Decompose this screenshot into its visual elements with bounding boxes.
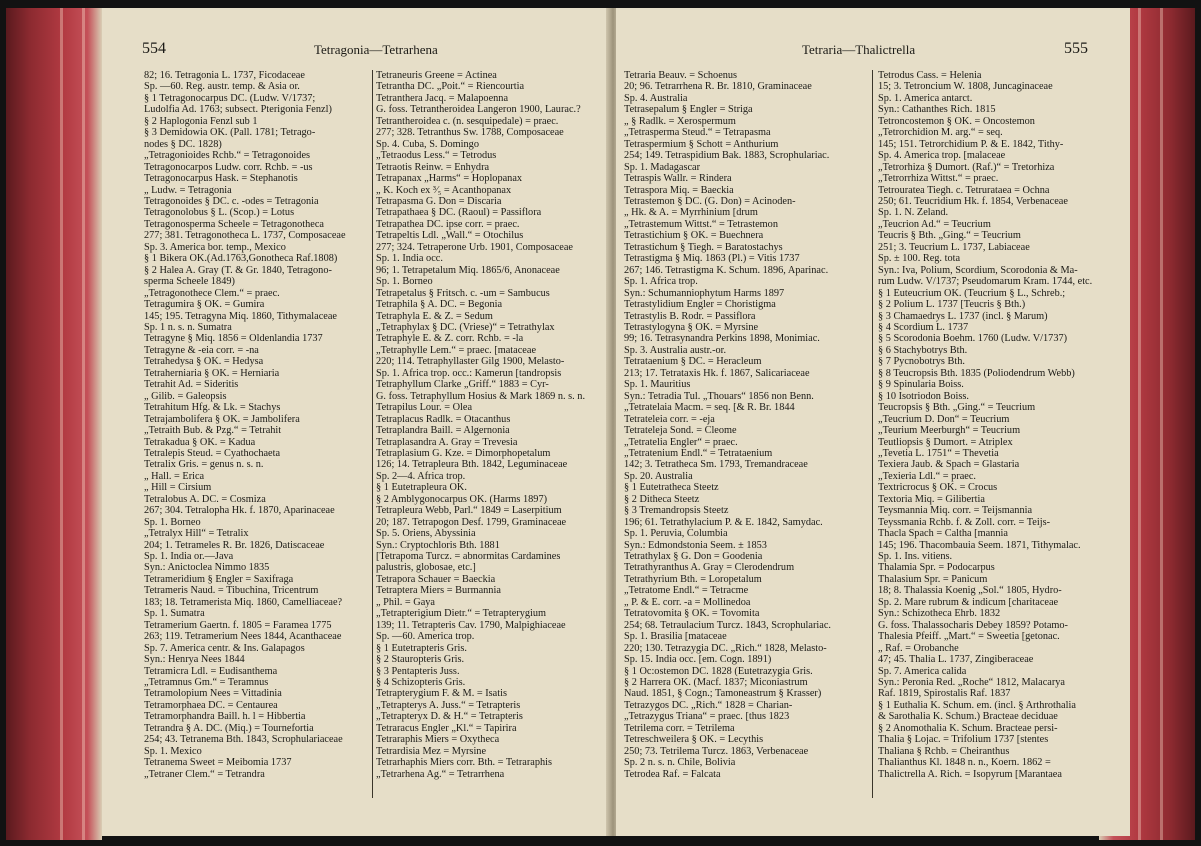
entry-line: Tetrastemon § DC. (G. Don) = Acinoden- xyxy=(624,195,796,207)
entry-line: Thalasium Spr. = Panicum xyxy=(878,573,988,585)
entry-line: § 6 Stachybotrys Bth. xyxy=(878,344,968,356)
entry-line: 82; 16. Tetragonia L. 1737, Ficodaceae xyxy=(144,70,305,81)
entry-line: Tetramerium Gaertn. f. 1805 = Faramea 1775 xyxy=(144,619,332,631)
entry-line: 145; 151. Tetrorchidium P. & E. 1842, Tithy- xyxy=(878,138,1064,150)
entry-line: Tetraphyle E. & Z. corr. Rchb. = -la xyxy=(376,333,524,345)
entry-line: Sp. 1. America antarct. xyxy=(878,92,973,104)
edge-stripe xyxy=(1160,8,1163,840)
entry-line: Tetrapilus Lour. = Olea xyxy=(376,402,473,414)
entry-line: „Tetratenium Endl.“ = Tetrataenium xyxy=(624,447,773,459)
entry-line: „Tetrazygus Triana“ = praec. [thus 1823 xyxy=(624,711,790,723)
entry-line: „ Phil. = Gaya xyxy=(376,596,435,608)
entry-line: Tetralobus A. DC. = Cosmiza xyxy=(144,493,266,505)
entry-line: Tetrastylis B. Rodr. = Passiflora xyxy=(624,310,756,322)
entry-line: 254; 149. Tetraspidium Bak. 1883, Scrophulariac. xyxy=(624,150,830,162)
entry-line: Tetraphila § A. DC. = Begonia xyxy=(376,299,503,311)
entry-line: G. foss. Tetraphyllum Hosius & Mark 1869 n. s. n. xyxy=(376,390,586,402)
entry-line: 145; 196. Thacombauia Seem. 1871, Tithymalac. xyxy=(878,539,1081,551)
right-column-1 xyxy=(624,70,868,800)
entry-line: „Tetrapterys A. Juss.“ = Tetrapteris xyxy=(376,699,521,711)
entry-line: Tetrardisia Mez = Myrsine xyxy=(376,745,487,757)
entry-line: Syn.: Edmondstonia Seem. ± 1853 xyxy=(624,539,767,551)
entry-line: „Tetragonioides Rchb.“ = Tetragonoides xyxy=(144,150,311,162)
entry-line: § 2 Polium L. 1737 [Teucris § Bth.) xyxy=(878,299,1026,311)
entry-line: Tetrameridium § Engler = Saxifraga xyxy=(144,573,294,585)
entry-line: 126; 14. Tetrapleura Bth. 1842, Leguminaceae xyxy=(376,459,568,471)
entry-line: 254; 43. Tetranema Bth. 1843, Scrophulariaceae xyxy=(144,734,343,746)
entry-line: „Tetraphylle Lem.“ = praec. [mataceae xyxy=(376,344,537,356)
entry-line: Tetragonoides § DC. c. -odes = Tetragonia xyxy=(144,195,319,207)
entry-line: § 10 Isotriodon Boiss. xyxy=(878,390,969,402)
entry-line: Tetrateleja Sond. = Cleome xyxy=(624,425,737,437)
edge-stripe xyxy=(60,8,63,840)
entry-line: Tetrapleura Webb, Parl.“ 1849 = Laserpitium xyxy=(376,505,562,517)
entry-line: Sp. 4. America trop. [malaceae xyxy=(878,150,1006,162)
entry-line: Tetragonocarpos Ludw. corr. Rchb. = -us xyxy=(144,161,313,173)
entry-line: „ P. & E. corr. -a = Mollinedoa xyxy=(624,596,751,608)
entry-line: 277; 324. Tetraperone Urb. 1901, Composaceae xyxy=(376,241,573,253)
entry-line: Tetralix Gris. = genus n. s. n. xyxy=(144,459,264,471)
entry-line: „Tetrorchidion M. arg.“ = seq. xyxy=(878,127,1003,139)
entry-line: § 3 Tremandropsis Steetz xyxy=(624,505,729,517)
entry-line: Sp. 1. Brasilia [mataceae xyxy=(624,631,727,643)
entry-line: 15; 3. Tetroncium W. 1808, Juncaginaceae xyxy=(878,81,1053,93)
entry-line: Thacla Spach = Caltha [mannia xyxy=(878,528,1008,540)
entry-line: Tetrahit Ad. = Sideritis xyxy=(144,379,239,391)
entry-line: Sp. 3. America bor. temp., Mexico xyxy=(144,241,286,253)
entry-line: 196; 61. Tetrathylacium P. & E. 1842, Samydac. xyxy=(624,516,823,528)
entry-line: § 7 Pycnobotrys Bth. xyxy=(878,356,965,368)
entry-line: Sp. —60. America trop. xyxy=(376,631,475,643)
entry-line: Tetraracus Engler „Kl.“ = Tapirira xyxy=(376,722,517,734)
entry-line: Sp. 2—4. Africa trop. xyxy=(376,470,466,482)
entry-line: Tetrahedysa § OK. = Hedysa xyxy=(144,356,264,368)
entry-line: Sp. 2 n. s. n. Chile, Bolivia xyxy=(624,757,736,769)
entry-line: palustris, globosae, etc.] xyxy=(376,562,476,574)
entry-line: „ Ludw. = Tetragonia xyxy=(144,184,232,196)
entry-line: „Tetraith Bub. & Pzg.“ = Tetrahit xyxy=(144,425,282,437)
entry-line: „Tetralyx Hill“ = Tetralix xyxy=(144,528,249,540)
entry-line: Tetrapathea DC. ipse corr. = praec. xyxy=(376,218,520,230)
entry-line: Thalesia Pfeiff. „Mart.“ = Sweetia [getonac. xyxy=(878,631,1060,643)
entry-line: § 1 Eutetrapleura OK. xyxy=(376,482,467,494)
entry-line: „Tetrarhena Ag.“ = Tetrarrhena xyxy=(376,768,505,780)
entry-line: § 2 Haplogonia Fenzl sub 1 xyxy=(144,115,258,127)
entry-line: G. foss. Tetrantheroidea Langeron 1900, Laurac.? xyxy=(376,104,581,116)
entry-line: Tetralepis Steud. = Cyathochaeta xyxy=(144,447,281,459)
entry-line: Sp. 1. Africa trop. occ.: Kamerun [tandropsis xyxy=(376,367,562,379)
entry-line: § 1 Bikera OK.(Ad.1763,Gonotheca Raf.1808) xyxy=(144,253,338,265)
entry-line: Tetramorphaea DC. = Centaurea xyxy=(144,699,278,711)
entry-line: „Texieria Ldl.“ = praec. xyxy=(878,470,976,482)
entry-line: Tetramicra Ldl. = Eudisanthema xyxy=(144,665,278,677)
entry-line: Syn.: Peronia Red. „Roche“ 1812, Malacarya xyxy=(878,677,1066,689)
entry-line: Tetraspis Wallr. = Rindera xyxy=(624,173,732,185)
entry-line: Tetrapathaea § DC. (Raoul) = Passiflora xyxy=(376,207,542,219)
entry-line: „Tetramnus Gm.“ = Teramnus xyxy=(144,677,269,689)
entry-line: Tetrodea Raf. = Falcata xyxy=(624,768,721,780)
entry-line: Syn.: Schumanniophytum Harms 1897 xyxy=(624,287,785,299)
entry-line: Sp. 3. Australia austr.-or. xyxy=(624,344,727,356)
entry-line: „Teucrium D. Don“ = Teucrium xyxy=(878,413,1010,425)
entry-line: Sp. 7. America calida xyxy=(878,665,967,677)
entry-line: „Tetratelia Engler“ = praec. xyxy=(624,436,738,448)
entry-line: & Sarothalia K. Schum.) Bracteae deciduae xyxy=(878,711,1058,723)
entry-line: Syn.: Cathanthes Rich. 1815 xyxy=(878,104,996,116)
column-rule xyxy=(372,70,373,798)
entry-line: 20; 187. Tetrapogon Desf. 1799, Graminaceae xyxy=(376,516,567,528)
entry-line: Tetratovomita § OK. = Tovomita xyxy=(624,608,760,620)
entry-line: 139; 11. Tetrapteris Cav. 1790, Malpighiaceae xyxy=(376,619,566,631)
entry-line: „Tetraodus Less.“ = Tetrodus xyxy=(376,150,497,162)
entry-line: Thalictrella A. Rich. = Isopyrum [Marantaea xyxy=(878,768,1062,780)
entry-line: Sp. 1. Africa trop. xyxy=(624,276,698,288)
entry-line: Tetranema Sweet = Meibomia 1737 xyxy=(144,757,292,769)
entry-line: „Tetratelaia Macm. = seq. [& R. Br. 1844 xyxy=(624,402,795,414)
entry-line: 277; 328. Tetranthus Sw. 1788, Composaceae xyxy=(376,127,564,139)
entry-line: Sp. 1. India or.—Java xyxy=(144,551,234,563)
entry-line: 20; 96. Tetrarrhena R. Br. 1810, Graminaceae xyxy=(624,81,812,93)
right-column-2 xyxy=(878,70,1110,800)
entry-line: Tetraotis Reinw. = Enhydra xyxy=(376,161,490,173)
entry-line: 220; 130. Tetrazygia DC. „Rich.“ 1828, Melasto- xyxy=(624,642,827,654)
entry-line: Textoria Miq. = Gilibertia xyxy=(878,493,985,505)
entry-line: Tetraplasandra A. Gray = Trevesia xyxy=(376,436,518,448)
entry-line: Thalamia Spr. = Podocarpus xyxy=(878,562,995,574)
entry-line: Tetraspermium § Schott = Anthurium xyxy=(624,138,779,150)
entry-line: Tetrarhaphis Miers corr. Bth. = Tetraraphis xyxy=(376,757,553,769)
entry-line: Tetrastylogyna § OK. = Myrsine xyxy=(624,321,759,333)
entry-line: Tetrastichium § OK. = Buechnera xyxy=(624,230,764,242)
entry-line: Tetrathyrium Bth. = Loropetalum xyxy=(624,573,762,585)
entry-line: Tetraphyllum Clarke „Griff.“ 1883 = Cyr- xyxy=(376,379,549,391)
entry-line: 204; 1. Tetrameles R. Br. 1826, Datiscaceae xyxy=(144,539,325,551)
left-page xyxy=(102,8,608,836)
entry-line: Syn.: Iva, Polium, Scordium, Scorodonia & Ma- xyxy=(878,264,1078,276)
entry-line: Tetrataenium § DC. = Heracleum xyxy=(624,356,762,368)
entry-line: Sp. 1 n. s. n. Sumatra xyxy=(144,321,232,333)
entry-line: Teutliopsis § Dumort. = Atriplex xyxy=(878,436,1013,448)
entry-line: „Tevetia L. 1751“ = Thevetia xyxy=(878,447,999,459)
entry-line: Sp. 2. Mare rubrum & indicum [charitaceae xyxy=(878,596,1059,608)
entry-line: „ K. Koch ex ³⁄₅ = Acanthopanax xyxy=(376,184,512,196)
entry-line: Tetrodus Cass. = Helenia xyxy=(878,70,982,81)
entry-line: Thaliana § Rchb. = Cheiranthus xyxy=(878,745,1010,757)
entry-line: Sp. 1. N. Zeland. xyxy=(878,207,949,219)
entry-line: 99; 16. Tetrasynandra Perkins 1898, Monimiac. xyxy=(624,333,820,345)
running-head: Tetraria—Thalictrella xyxy=(802,42,916,57)
entry-line: Tetrastylidium Engler = Choristigma xyxy=(624,299,776,311)
entry-line: Tetragyne § Miq. 1856 = Oldenlandia 1737 xyxy=(144,333,323,345)
entry-line: 142; 3. Tetratheca Sm. 1793, Tremandraceae xyxy=(624,459,808,471)
entry-line: „Tetrapterigium Dietr.“ = Tetrapterygium xyxy=(376,608,547,620)
entry-line: Sp. 1. Mauritius xyxy=(624,379,691,391)
entry-line: Syn.: Henrya Nees 1844 xyxy=(144,654,245,666)
entry-line: § 1 Eutetratheca Steetz xyxy=(624,482,719,494)
entry-line: Tetraphyla E. & Z. = Sedum xyxy=(376,310,493,322)
entry-line: § 9 Spinularia Boiss. xyxy=(878,379,964,391)
entry-line: Tetraria Beauv. = Schoenus xyxy=(624,70,738,81)
entry-line: „Tetrapteryx D. & H.“ = Tetrapteris xyxy=(376,711,523,723)
entry-line: Tetrapeltis Ldl. „Wall.“ = Otochilus xyxy=(376,230,524,242)
entry-line: Syn.: Anictoclea Nimmo 1835 xyxy=(144,562,270,574)
entry-line: Tetrameris Naud. = Tibuchina, Tricentrum xyxy=(144,585,319,597)
entry-line: Tetraherniaria § OK. = Herniaria xyxy=(144,367,280,379)
entry-line: Tetragyne & -eia corr. = -na xyxy=(144,344,259,356)
entry-line: Tetraspora Miq. = Baeckia xyxy=(624,184,734,196)
entry-line: Tetroncostemon § OK. = Oncostemon xyxy=(878,115,1035,127)
entry-line: Tetrasepalum § Engler = Striga xyxy=(624,104,753,116)
page-number: 554 xyxy=(142,40,166,57)
entry-line: 145; 195. Tetragyna Miq. 1860, Tithymalaceae xyxy=(144,310,337,322)
entry-line: Tetragonolobus § L. (Scop.) = Lotus xyxy=(144,207,295,219)
entry-line: Sp. 20. Australia xyxy=(624,470,693,482)
entry-line: Tetrouratea Tiegh. c. Tetrurataea = Ochna xyxy=(878,184,1050,196)
entry-line: § 1 Euteucrium OK. (Teucrium § L., Schreb.; xyxy=(878,287,1066,299)
entry-line: Tetrazygos DC. „Rich.“ 1828 = Charian- xyxy=(624,699,793,711)
entry-line: „Teucrion Ad.“ = Teucrium xyxy=(878,218,991,230)
entry-line: G. foss. Thalassocharis Debey 1859? Potamo- xyxy=(878,619,1068,631)
entry-line: Teysmannia Miq. corr. = Teijsmannia xyxy=(878,505,1033,517)
entry-line: Raf. 1819, Spirostalis Raf. 1837 xyxy=(878,688,1011,700)
entry-line: „Teurium Meerburgh“ = Teucrium xyxy=(878,425,1021,437)
entry-line: Tetrilema corr. = Tetrilema xyxy=(624,722,735,734)
entry-line: § 2 Stauropteris Gris. xyxy=(376,654,465,666)
entry-line: § 1 Euthalia K. Schum. em. (incl. § Arthrothalia xyxy=(878,699,1076,711)
entry-line: § 2 Anomothalia K. Schum. Bracteae persi- xyxy=(878,722,1058,734)
entry-line: 254; 68. Tetraulacium Turcz. 1843, Scrophulariac. xyxy=(624,619,831,631)
entry-line: Tetrantheroidea c. (n. sesquipedale) = praec. xyxy=(376,115,559,127)
entry-line: 18; 8. Thalassia Koenig „Sol.“ 1805, Hydro- xyxy=(878,585,1062,597)
entry-line: Syn.: Tetradia Tul. „Thouars“ 1856 non Benn. xyxy=(624,390,814,402)
entry-line: Tetrapetalus § Fritsch. c. -um = Sambucus xyxy=(376,287,550,299)
entry-line: Tetrandra § A. DC. (Miq.) = Tournefortia xyxy=(144,722,314,734)
entry-line: § 1 Eutetrapteris Gris. xyxy=(376,642,467,654)
entry-line: Tetraplacus Radlk. = Otacanthus xyxy=(376,413,511,425)
entry-line: § 1 Tetragonocarpus DC. (Ludw. V/1737; xyxy=(144,92,316,104)
entry-line: „Tetragonothece Clem.“ = praec. xyxy=(144,287,280,299)
entry-line: § 3 Demidowia OK. (Pall. 1781; Tetrago- xyxy=(144,127,316,139)
entry-line: 183; 18. Tetramerista Miq. 1860, Camelliaceae? xyxy=(144,596,343,608)
entry-line: Sp. 1. Borneo xyxy=(144,516,201,528)
entry-line: „Tetraphylax § DC. (Vriese)“ = Tetrathylax xyxy=(376,321,555,333)
entry-line: „Tetratome Endl.“ = Tetracme xyxy=(624,585,749,597)
entry-line: Naud. 1851, § Cogn.; Tamoneastrum § Krasser) xyxy=(624,688,822,700)
book-edge-left xyxy=(6,8,102,840)
entry-line: Tetrapasma G. Don = Discaria xyxy=(376,195,502,207)
entry-line: 250; 73. Tetrilema Turcz. 1863, Verbenaceae xyxy=(624,745,809,757)
entry-line: Textricrocus § OK. = Crocus xyxy=(878,482,998,494)
entry-line: „Tetrasperma Steud.“ = Tetrapasma xyxy=(624,127,771,139)
entry-line: 213; 17. Tetrataxis Hk. f. 1867, Salicariaceae xyxy=(624,367,810,379)
left-column-2 xyxy=(376,70,604,800)
entry-line: § 3 Chamaedrys L. 1737 (incl. § Marum) xyxy=(878,310,1048,322)
entry-line: Tetragonosperma Scheele = Tetragonotheca xyxy=(144,218,325,230)
entry-line: Syn.: Cryptochloris Bth. 1881 xyxy=(376,539,500,551)
entry-line: Tetrakadua § OK. = Kadua xyxy=(144,436,256,448)
entry-line: Tetramorphandra Baill. h. l = Hibbertia xyxy=(144,711,306,723)
entry-line: Texiera Jaub. & Spach = Glastaria xyxy=(878,459,1020,471)
entry-line: Tetrathyranthus A. Gray = Clerodendrum xyxy=(624,562,795,574)
entry-line: § 4 Scordium L. 1737 xyxy=(878,321,969,333)
entry-line: nodes § DC. 1828) xyxy=(144,138,222,150)
entry-line: Tetraraphis Miers = Oxytheca xyxy=(376,734,500,746)
entry-line: Tetrajambolifera § OK. = Jambolifera xyxy=(144,413,300,425)
entry-line: rum Ludw. V/1737; Pseudomarum Kram. 1744, etc. xyxy=(878,276,1093,288)
entry-line: „ Hill = Cirsium xyxy=(144,482,212,494)
entry-line: 251; 3. Teucrium L. 1737, Labiaceae xyxy=(878,241,1030,253)
entry-line: Tetrathylax § G. Don = Goodenia xyxy=(624,551,763,563)
entry-line: § 2 Ditheca Steetz xyxy=(624,493,700,505)
entry-line: sperma Scheele 1849) xyxy=(144,276,235,288)
running-head: Tetragonia—Tetrarhena xyxy=(314,42,438,57)
entry-line: 263; 119. Tetramerium Nees 1844, Acanthaceae xyxy=(144,631,342,643)
entry-line: Sp. 15. India occ. [em. Cogn. 1891) xyxy=(624,654,772,666)
entry-line: Tetraplasium G. Kze. = Dimorphopetalum xyxy=(376,447,551,459)
entry-line: § 3 Pentapteris Juss. xyxy=(376,665,460,677)
entry-line: Thalia § Lojac. = Trifolium 1737 [stentes xyxy=(878,734,1049,746)
entry-line: Tetreschweilera § OK. = Lecythis xyxy=(624,734,764,746)
entry-line: „Tetrorhiza § Dumort. (Raf.)“ = Tretorhiza xyxy=(878,161,1055,173)
entry-line: Sp. 1. Sumatra xyxy=(144,608,205,620)
entry-line: Sp. 4. Australia xyxy=(624,92,688,104)
entry-line: § 4 Schizopteris Gris. xyxy=(376,677,466,689)
entry-line: „ Hk. & A. = Myrrhinium [drum xyxy=(624,207,758,219)
left-column-1 xyxy=(144,70,370,800)
entry-line: § 2 Halea A. Gray (T. & Gr. 1840, Tetragono- xyxy=(144,264,332,276)
entry-line: Tetrapora Schauer = Baeckia xyxy=(376,573,496,585)
entry-line: § 2 Harrera OK. (Macf. 1837; Miconiastrum xyxy=(624,677,808,689)
entry-line: „Tetraner Clem.“ = Tetrandra xyxy=(144,768,265,780)
entry-line: § 8 Teucropsis Bth. 1835 (Poliodendrum Webb) xyxy=(878,367,1075,379)
entry-line: „ Raf. = Orobanche xyxy=(878,642,959,654)
entry-line: Tetramolopium Nees = Vittadinia xyxy=(144,688,282,700)
entry-line: 47; 45. Thalia L. 1737, Zingiberaceae xyxy=(878,654,1034,666)
entry-line: Teyssmania Rchb. f. & Zoll. corr. = Teijs- xyxy=(878,516,1051,528)
entry-line: 220; 114. Tetraphyllaster Gilg 1900, Melasto- xyxy=(376,356,565,368)
edge-stripe xyxy=(82,8,85,840)
entry-line: Sp. 1. Madagascar xyxy=(624,161,701,173)
entry-line: Tetrateleia corr. = -eja xyxy=(624,413,715,425)
entry-line: Teucris § Bth. „Ging.“ = Teucrium xyxy=(878,230,1021,242)
entry-line: „ § Radlk. = Xerospermum xyxy=(624,115,736,127)
entry-line: „ Gilib. = Galeopsis xyxy=(144,390,227,402)
entry-line: Tetraptera Miers = Burmannia xyxy=(376,585,501,597)
entry-line: Tetrahitum Hfg. & Lk. = Stachys xyxy=(144,402,281,414)
entry-line: 267; 146. Tetrastigma K. Schum. 1896, Aparinac. xyxy=(624,264,829,276)
entry-line: § 5 Scorodonia Boehm. 1760 (Ludw. V/1737) xyxy=(878,333,1068,345)
entry-line: „Tetrorrhiza Wittst.“ = praec. xyxy=(878,173,999,185)
entry-line: Teucropsis § Bth. „Ging.“ = Teucrium xyxy=(878,402,1036,414)
entry-line: 250; 61. Teucridium Hk. f. 1854, Verbenaceae xyxy=(878,195,1068,207)
entry-line: [Tetrapoma Turcz. = abnormitas Cardamines xyxy=(376,551,561,563)
entry-line: Tetrapanax „Harms“ = Hoplopanax xyxy=(376,173,523,185)
entry-line: 267; 304. Tetralopha Hk. f. 1870, Aparinaceae xyxy=(144,505,335,517)
entry-line: Sp. 1. Ins. vitiens. xyxy=(878,551,953,563)
entry-line: Syn.: Schizotheca Ehrb. 1832 xyxy=(878,608,1001,620)
entry-line: Sp. 7. America centr. & Ins. Galapagos xyxy=(144,642,305,654)
entry-line: Sp. 5. Oriens, Abyssinia xyxy=(376,528,476,540)
entry-line: Tetrastichum § Tiegh. = Baratostachys xyxy=(624,241,783,253)
entry-line: Tetrapterygium F. & M. = Isatis xyxy=(376,688,507,700)
edge-stripe xyxy=(1138,8,1141,840)
entry-line: Sp. 4. Cuba, S. Domingo xyxy=(376,138,479,150)
entry-line: Sp. 1. Peruvia, Columbia xyxy=(624,528,728,540)
entry-line: Tetrastigma § Miq. 1863 (Pl.) = Vitis 1737 xyxy=(624,253,800,265)
entry-line: 277; 381. Tetragonotheca L. 1737, Composaceae xyxy=(144,230,346,242)
column-rule xyxy=(872,70,873,798)
entry-line: Sp. 1. Borneo xyxy=(376,276,433,288)
entry-line: Tetragonocarpus Hask. = Stephanotis xyxy=(144,173,298,185)
entry-line: 96; 1. Tetrapetalum Miq. 1865/6, Anonaceae xyxy=(376,264,560,276)
entry-line: Sp. ± 100. Reg. tota xyxy=(878,253,961,265)
entry-line: § 1 Oc:ostemon DC. 1828 (Eutetrazygia Gris. xyxy=(624,665,813,677)
entry-line: § 2 Amblygonocarpus OK. (Harms 1897) xyxy=(376,493,548,505)
entry-line: Sp. —60. Reg. austr. temp. & Asia or. xyxy=(144,81,300,93)
entry-line: Tetrantha DC. „Poit.“ = Riencourtia xyxy=(376,81,525,93)
entry-line: Tetraneuris Greene = Actinea xyxy=(376,70,497,81)
entry-line: Ludolfia Ad. 1763; subsect. Pterigonia Fenzl) xyxy=(144,104,332,116)
entry-line: Sp. 1. Mexico xyxy=(144,745,202,757)
entry-line: „ Hall. = Erica xyxy=(144,470,205,482)
entry-line: Sp. 1. India occ. xyxy=(376,253,443,265)
right-page xyxy=(616,8,1130,836)
entry-line: Tetraplandra Baill. = Algernonia xyxy=(376,425,510,437)
entry-line: Tetragumira § OK. = Gumira xyxy=(144,299,265,311)
page-number: 555 xyxy=(1064,40,1088,57)
entry-line: Tetranthera Jacq. = Malapoenna xyxy=(376,92,509,104)
entry-line: „Tetrastemum Wittst.“ = Tetrastemon xyxy=(624,218,778,230)
entry-line: Thalianthus Kl. 1848 n. n., Koern. 1862 = xyxy=(878,757,1051,769)
